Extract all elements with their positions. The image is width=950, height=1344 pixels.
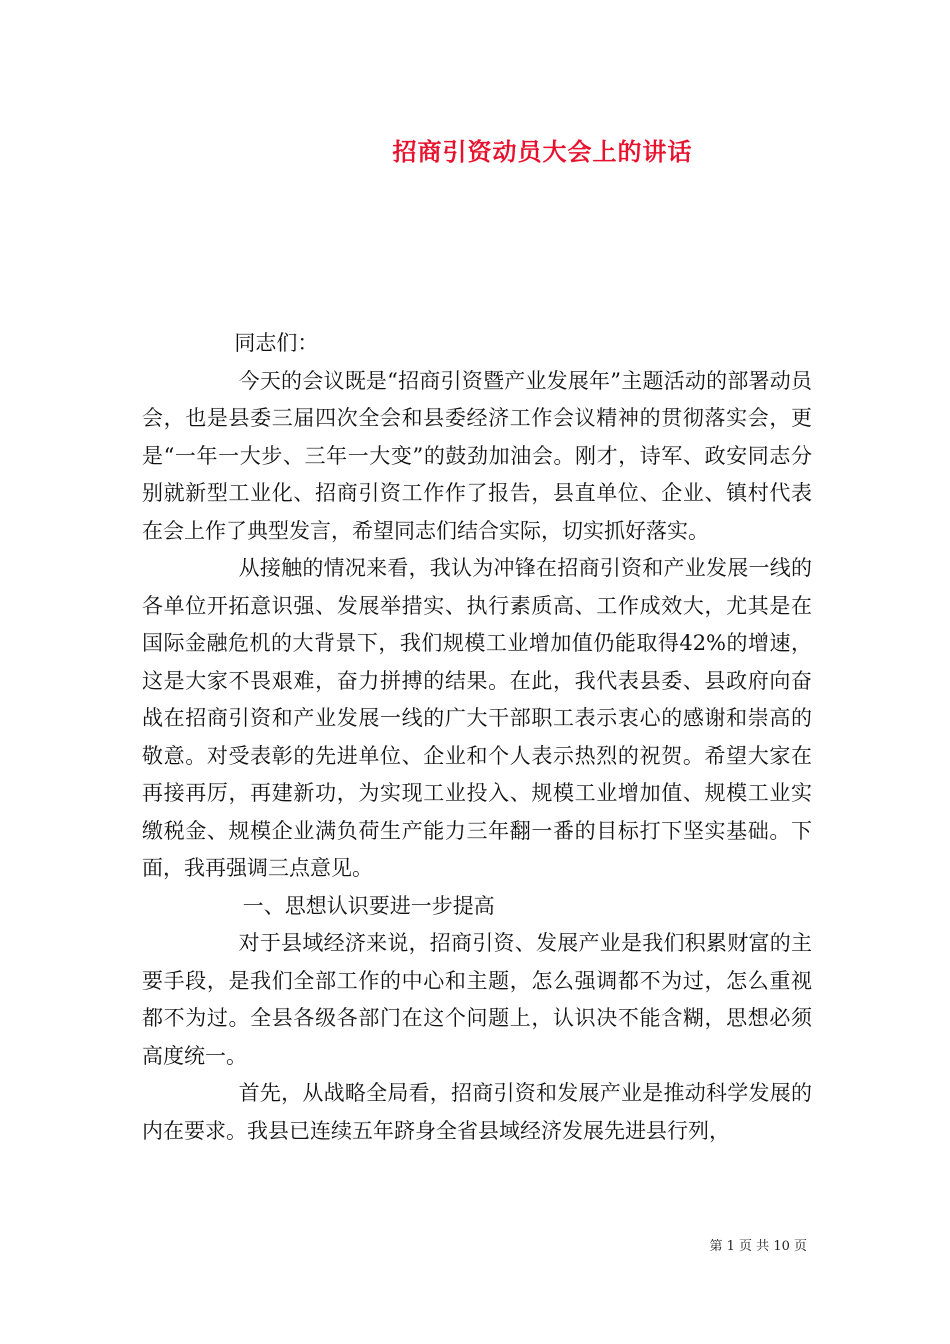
greeting-line: 同志们： xyxy=(234,331,319,355)
document-title: 招商引资动员大会上的讲话 xyxy=(392,137,693,166)
body-paragraph: 对于县域经济来说，招商引资、发展产业是我们积累财富的主要手段，是我们全部工作的中心和主题，怎么强调都不为过，怎么重视都不为过。全县各级各部门在这个问题上，认识决不能含糊，思想必须高度统一。 xyxy=(142,931,812,1068)
body-paragraph: 首先，从战略全局看，招商引资和发展产业是推动科学发展的内在要求。我县已连续五年跻身全省县域经济发展先进县行列， xyxy=(142,1081,812,1143)
page-number-footer: 第 1 页 共 10 页 xyxy=(709,1239,807,1254)
body-paragraph: 今天的会议既是“招商引资暨产业发展年”主题活动的部署动员会，也是县委三届四次全会和县委经济工作会议精神的贯彻落实会，更是“一年一大步、三年一大变”的鼓劲加油会。刚才，诗军、政安同志分别就新型工业化、招商引资工作作了报告，县直单位、企业、镇村代表在会上作了典型发言，希望同志们结合实际，切实抓好落实。 xyxy=(142,368,812,543)
body-paragraph: 从接触的情况来看，我认为冲锋在招商引资和产业发展一线的各单位开拓意识强、发展举措实、执行素质高、工作成效大，尤其是在国际金融危机的大背景下，我们规模工业增加值仍能取得42%的增速，这是大家不畏艰难，奋力拼搏的结果。在此，我代表县委、县政府向奋战在招商引资和产业发展一线的广大干部职工表示衷心的感谢和崇高的敬意。对受表彰的先进单位、企业和个人表示热烈的祝贺。希望大家在再接再厉，再建新功，为实现工业投入、规模工业增加值、规模工业实缴税金、规模企业满负荷生产能力三年翻一番的目标打下坚实基础。下面，我再强调三点意见。 xyxy=(142,556,812,880)
document-body xyxy=(142,325,812,1150)
section-heading: 一、思想认识要进一步提高 xyxy=(242,893,495,918)
